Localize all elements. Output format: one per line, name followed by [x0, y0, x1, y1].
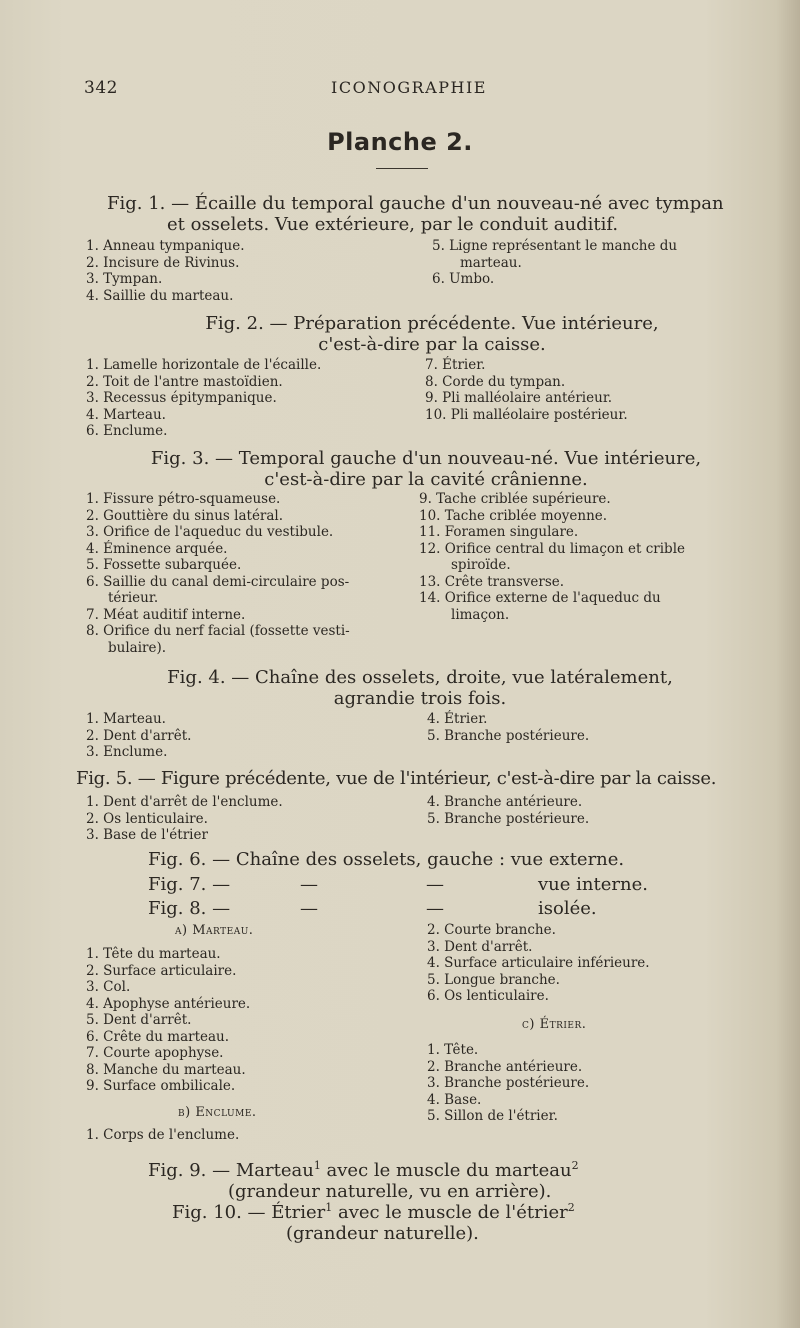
- fig4-legend-right: [427, 711, 737, 744]
- list-item: 5. Longue branche.: [427, 971, 560, 988]
- list-item: 5. Dent d'arrêt.: [86, 1012, 192, 1028]
- list-item: 7. Méat auditif interne.: [86, 606, 246, 623]
- fig5-legend-left: [86, 794, 406, 844]
- fig3-caption: Fig. 3. — Temporal gauche d'un nouveau-né. Vue intérieure, c'est-à-dire par la cavité crânienne.: [150, 448, 702, 490]
- list-item: 6. Saillie du canal demi-circulaire pos-: [86, 573, 350, 590]
- list-item: 2. Surface articulaire.: [86, 962, 237, 979]
- list-item: 1. Dent d'arrêt de l'enclume.: [86, 794, 283, 810]
- list-item: 3. Col.: [86, 979, 131, 995]
- list-item: 3. Base de l'étrier: [86, 827, 208, 843]
- fig8-caption: Fig. 8. — — — isolée.: [148, 898, 597, 919]
- list-item: marteau.: [460, 254, 522, 271]
- enclume-legend: [86, 1127, 386, 1144]
- list-item: 1. Fissure pétro-squameuse.: [86, 491, 281, 507]
- list-item: 5. Branche postérieure.: [427, 810, 590, 827]
- list-item: 2. Toit de l'antre mastoïdien.: [86, 373, 283, 390]
- running-title: ICONOGRAPHIE: [331, 78, 487, 97]
- list-item: 3. Enclume.: [86, 744, 168, 760]
- list-item: bulaire).: [108, 639, 167, 656]
- list-item: 5. Sillon de l'étrier.: [427, 1108, 558, 1124]
- list-item: 8. Manche du marteau.: [86, 1061, 246, 1078]
- fig2-caption: Fig. 2. — Préparation précédente. Vue intérieure, c'est-à-dire par la caisse.: [205, 313, 659, 355]
- fig1-legend-right: [432, 238, 742, 288]
- etrier-heading: c) Étrier.: [522, 1017, 587, 1032]
- page-header: [84, 78, 734, 102]
- list-item: 3. Tympan.: [86, 271, 163, 287]
- list-item: 11. Foramen singulare.: [419, 524, 579, 540]
- list-item: 2. Gouttière du sinus latéral.: [86, 507, 284, 524]
- fig6-caption: Fig. 6. — Chaîne des osselets, gauche : vue externe.: [148, 849, 625, 870]
- list-item: térieur.: [108, 590, 159, 606]
- fig2-legend-right: [425, 357, 735, 423]
- list-item: 3. Orifice de l'aqueduc du vestibule.: [86, 524, 334, 540]
- list-item: 2. Courte branche.: [427, 922, 556, 938]
- fig2-legend-left: [86, 357, 406, 440]
- etrier-legend: [427, 1042, 737, 1125]
- list-item: 2. Branche antérieure.: [427, 1058, 583, 1075]
- list-item: 2. Dent d'arrêt.: [86, 727, 192, 744]
- page-number: 342: [84, 78, 118, 98]
- list-item: 5. Ligne représentant le manche du: [432, 238, 678, 254]
- fig4-caption: Fig. 4. — Chaîne des osselets, droite, vue latéralement, agrandie trois fois.: [167, 667, 673, 709]
- list-item: 14. Orifice externe de l'aqueduc du: [419, 590, 661, 606]
- list-item: 6. Crête du marteau.: [86, 1028, 230, 1045]
- list-item: 2. Os lenticulaire.: [86, 810, 208, 827]
- list-item: 1. Corps de l'enclume.: [86, 1127, 240, 1143]
- list-item: 9. Tache criblée supérieure.: [419, 491, 611, 507]
- list-item: 4. Marteau.: [86, 406, 166, 423]
- list-item: 4. Apophyse antérieure.: [86, 995, 251, 1012]
- list-item: 7. Étrier.: [425, 357, 486, 373]
- list-item: 6. Os lenticulaire.: [427, 988, 549, 1004]
- list-item: limaçon.: [451, 606, 510, 623]
- list-item: 4. Saillie du marteau.: [86, 287, 234, 304]
- list-item: 3. Dent d'arrêt.: [427, 938, 533, 955]
- list-item: 1. Lamelle horizontale de l'écaille.: [86, 357, 322, 373]
- list-item: 4. Surface articulaire inférieure.: [427, 955, 650, 971]
- title-rule: [376, 168, 428, 169]
- fig3-legend-left: [86, 491, 406, 656]
- fig4-legend-left: [86, 711, 406, 761]
- list-item: 5. Branche postérieure.: [427, 727, 590, 744]
- list-item: 4. Étrier.: [427, 711, 488, 727]
- list-item: 4. Éminence arquée.: [86, 540, 228, 557]
- fig3-legend-right: [419, 491, 749, 623]
- fig7-caption: Fig. 7. — — — vue interne.: [148, 874, 648, 895]
- fig9-caption: Fig. 9. — Marteau$^1$ avec le muscle du marteau$^2$ (grandeur naturelle, vu en arrière).: [148, 1159, 579, 1202]
- list-item: 5. Fossette subarquée.: [86, 557, 242, 573]
- list-item: 13. Crête transverse.: [419, 573, 565, 590]
- list-item: 10. Pli malléolaire postérieur.: [425, 406, 628, 423]
- fig5-legend-right: [427, 794, 737, 827]
- marteau-heading: a) Marteau.: [175, 923, 254, 938]
- list-item: 4. Branche antérieure.: [427, 794, 583, 810]
- list-item: 2. Incisure de Rivinus.: [86, 254, 240, 271]
- list-item: 6. Umbo.: [432, 271, 495, 287]
- plate-title: Planche 2.: [327, 128, 473, 156]
- list-item: 1. Tête du marteau.: [86, 946, 221, 962]
- list-item: 9. Pli malléolaire antérieur.: [425, 390, 613, 406]
- enclume-heading: b) Enclume.: [178, 1105, 257, 1120]
- enclume-legend-continued: [427, 922, 747, 1005]
- list-item: 10. Tache criblée moyenne.: [419, 507, 608, 524]
- list-item: 3. Recessus épitympanique.: [86, 390, 277, 406]
- list-item: 12. Orifice central du limaçon et crible: [419, 540, 685, 557]
- fig10-caption: Fig. 10. — Étrier$^1$ avec le muscle de l'étrier$^2$ (grandeur naturelle).: [172, 1201, 575, 1244]
- list-item: 7. Courte apophyse.: [86, 1045, 224, 1061]
- list-item: spiroïde.: [451, 557, 511, 573]
- fig1-caption: Fig. 1. — Écaille du temporal gauche d'un nouveau-né avec tympan et osselets. Vue extérieure, par le conduit auditif.: [107, 193, 724, 235]
- list-item: 9. Surface ombilicale.: [86, 1078, 236, 1094]
- fig1-legend-left: [86, 238, 406, 304]
- list-item: 6. Enclume.: [86, 423, 168, 439]
- list-item: 4. Base.: [427, 1091, 482, 1108]
- fig5-caption: Fig. 5. — Figure précédente, vue de l'intérieur, c'est-à-dire par la caisse.: [76, 768, 717, 789]
- list-item: 1. Tête.: [427, 1042, 479, 1058]
- list-item: 1. Marteau.: [86, 711, 166, 727]
- list-item: 8. Corde du tympan.: [425, 373, 566, 390]
- list-item: 8. Orifice du nerf facial (fossette vesti-: [86, 623, 350, 639]
- marteau-legend: [86, 946, 386, 1095]
- list-item: 3. Branche postérieure.: [427, 1075, 590, 1091]
- list-item: 1. Anneau tympanique.: [86, 238, 245, 254]
